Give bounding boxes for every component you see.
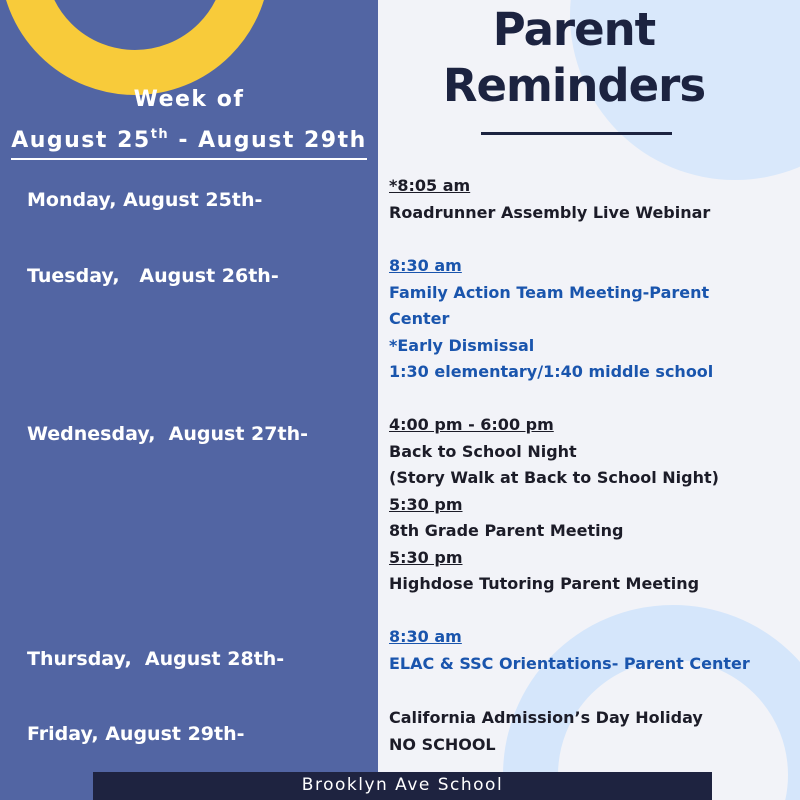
title-line-2: Reminders: [442, 59, 706, 112]
event-time: 8:30 am: [389, 627, 462, 646]
day-tuesday: Tuesday, August 26th-: [27, 265, 279, 287]
day-wednesday: Wednesday, August 27th-: [27, 423, 308, 445]
date-end: - August 29th: [169, 128, 367, 153]
event-description: 8th Grade Parent Meeting: [389, 521, 624, 540]
day-friday: Friday, August 29th-: [27, 723, 245, 745]
event-description-detail: NO SCHOOL: [389, 734, 496, 754]
event-time: 4:00 pm - 6:00 pm: [389, 415, 554, 434]
day-monday: Monday, August 25th-: [27, 189, 263, 211]
footer-school-name: Brooklyn Ave School: [93, 772, 712, 800]
event-note-detail: 1:30 elementary/1:40 middle school: [389, 362, 714, 381]
event-note: *Early Dismissal: [389, 335, 535, 355]
event-description: Highdose Tutoring Parent Meeting: [389, 574, 700, 593]
event-description: Back to School Night: [389, 441, 577, 461]
event-description: Family Action Team Meeting-Parent Center: [389, 282, 710, 328]
week-heading: [0, 86, 378, 160]
day-thursday: Thursday, August 28th-: [27, 648, 285, 670]
date-start-suffix: th: [150, 127, 170, 142]
event-time: 5:30 pm: [389, 547, 463, 567]
event-description: ELAC & SSC Orientations- Parent Center: [389, 653, 750, 673]
events-friday: [389, 705, 794, 758]
event-time: *8:05 am: [389, 176, 471, 195]
title-underline: [481, 132, 672, 135]
event-description: Roadrunner Assembly Live Webinar: [389, 202, 711, 222]
events-thursday: [389, 624, 794, 677]
right-panel: [378, 0, 800, 800]
date-start: August 25: [11, 128, 151, 153]
event-time: 5:30 pm: [389, 494, 463, 514]
events-wednesday: [389, 412, 794, 598]
event-description-detail: (Story Walk at Back to School Night): [389, 468, 719, 487]
event-time: 8:30 am: [389, 256, 462, 275]
event-description: California Admission’s Day Holiday: [389, 708, 703, 727]
week-date-range: [11, 120, 367, 160]
events-tuesday: [389, 253, 749, 386]
events-monday: [389, 173, 794, 226]
yellow-ring-decoration: [0, 0, 270, 95]
week-of-label: Week of: [133, 87, 245, 112]
page-title: [404, 2, 744, 114]
title-line-1: Parent: [492, 3, 656, 56]
